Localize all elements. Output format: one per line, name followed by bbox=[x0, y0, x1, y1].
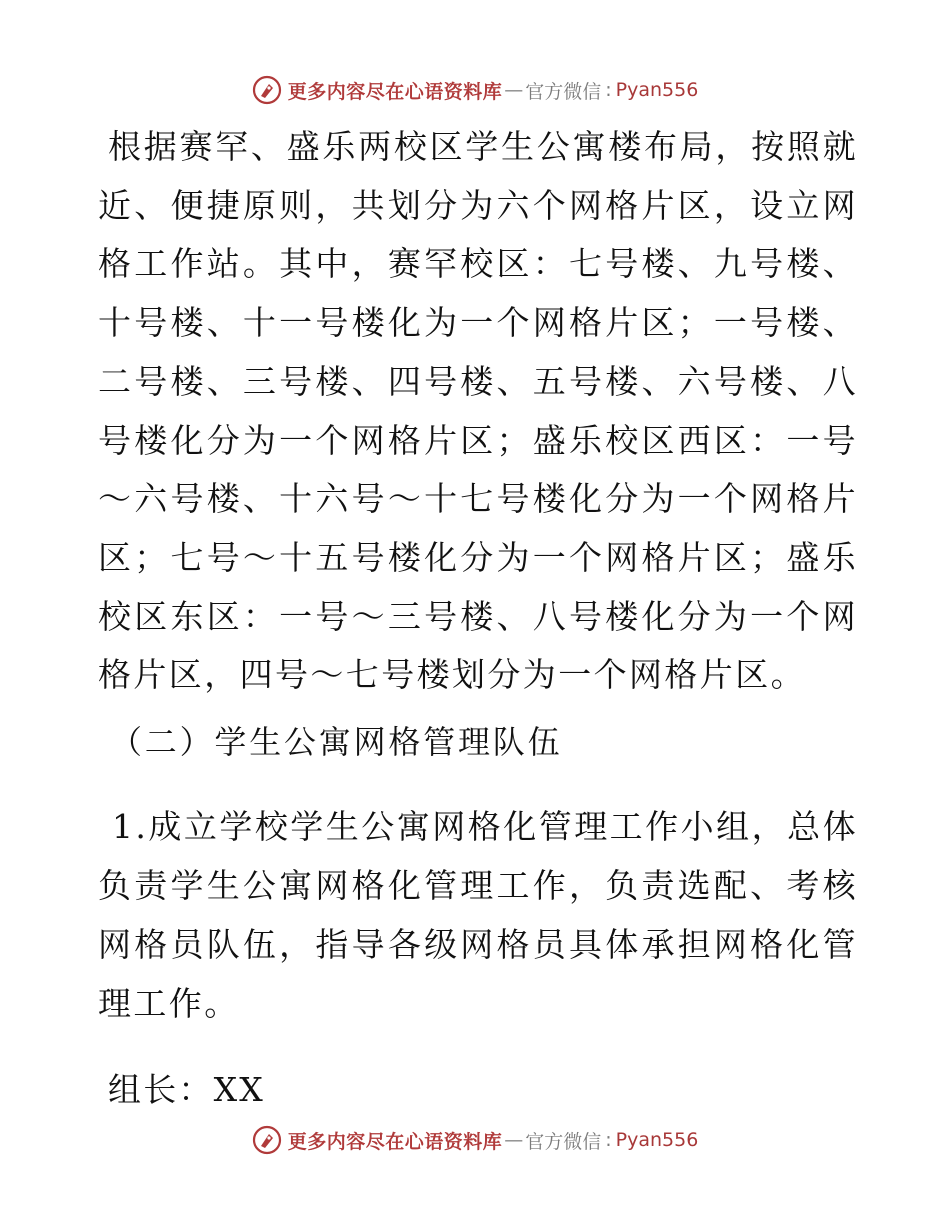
pen-nib-logo-icon bbox=[252, 75, 282, 105]
list-item-1: 1.成立学校学生公寓网格化管理工作小组，总体负责学生公寓网格化管理工作，负责选配、考核网格员队伍，指导各级网格员具体承担网格化管理工作。 bbox=[98, 807, 858, 1024]
banner-wechat-label: 官方微信 bbox=[525, 80, 602, 103]
grid-zone-paragraph: 根据赛罕、盛乐两校区学生公寓楼布局，按照就近、便捷原则，共划分为六个网格片区，设立网格工作站。其中，赛罕校区：七号楼、九号楼、十号楼、十一号楼化为一个网格片区；一号楼、二号楼、三号楼、四号楼、五号楼、六号楼、八号楼化分为一个网格片区；盛乐校区西区：一号～六号楼、十六号～十七号楼化分为一个网格片区；七号～十五号楼化分为一个网格片区；盛乐校区东区：一号～三号楼、八号楼化分为一个网格片区，四号～七号楼划分为一个网格片区。 bbox=[98, 127, 858, 695]
banner-wechat-id: Pyan556 bbox=[615, 1129, 699, 1151]
header-watermark-banner bbox=[0, 70, 950, 110]
banner-title: 更多内容尽在心语资料库 bbox=[287, 80, 503, 103]
banner-colon: : bbox=[605, 1129, 612, 1151]
banner-wechat-label: 官方微信 bbox=[525, 1130, 602, 1153]
footer-watermark-banner bbox=[0, 1120, 950, 1160]
banner-title: 更多内容尽在心语资料库 bbox=[287, 1130, 503, 1153]
banner-wechat-id: Pyan556 bbox=[615, 79, 699, 101]
pen-nib-logo-icon bbox=[252, 1125, 282, 1155]
banner-colon: : bbox=[605, 79, 612, 101]
group-leader-line: 组长：XX bbox=[108, 1070, 265, 1110]
banner-separator: — bbox=[504, 79, 524, 101]
section-heading: （二）学生公寓网格管理队伍 bbox=[110, 723, 563, 762]
banner-separator: — bbox=[504, 1129, 524, 1151]
document-body bbox=[98, 118, 858, 1119]
